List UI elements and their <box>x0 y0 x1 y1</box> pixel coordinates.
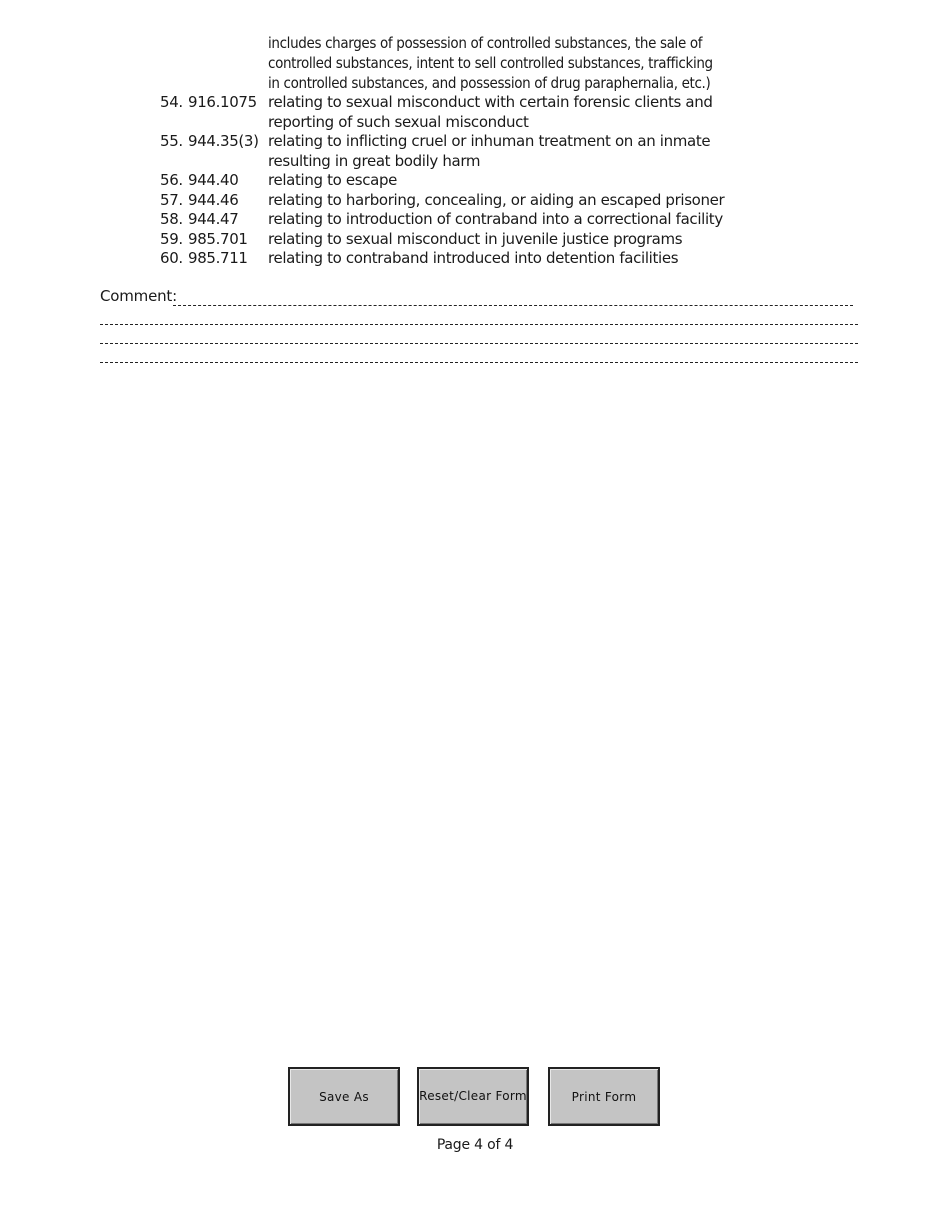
statute-code: 944.46 <box>188 191 239 209</box>
comment-line[interactable] <box>100 324 858 325</box>
statute-code: 944.35(3) <box>188 132 259 150</box>
item-number: 60. <box>160 249 183 267</box>
description-line: relating to introduction of contraband into a correctional facility <box>268 210 723 228</box>
statute-code: 944.40 <box>188 171 239 189</box>
print-form-button[interactable]: Print Form <box>548 1067 660 1126</box>
description-line: resulting in great bodily harm <box>268 152 481 170</box>
item-number: 56. <box>160 171 183 189</box>
description-line: relating to sexual misconduct in juvenile justice programs <box>268 230 683 248</box>
item-number: 55. <box>160 132 183 150</box>
item-description <box>268 209 723 229</box>
item-description <box>268 131 710 171</box>
description-line: relating to contraband introduced into detention facilities <box>268 249 679 267</box>
page-number: Page 4 of 4 <box>436 1137 514 1153</box>
comment-line[interactable] <box>173 305 853 306</box>
description-line: relating to inflicting cruel or inhuman treatment on an inmate <box>268 132 711 150</box>
comment-line[interactable] <box>100 343 858 344</box>
item-description <box>268 229 682 249</box>
item-number: 59. <box>160 230 183 248</box>
item-description <box>268 190 724 210</box>
item-description <box>268 170 397 190</box>
item-number: 54. <box>160 93 183 111</box>
statute-code: 985.711 <box>188 249 248 267</box>
continuation-line: includes charges of possession of controlled substances, the sale of <box>268 34 703 52</box>
description-line: relating to harboring, concealing, or aiding an escaped prisoner <box>268 191 725 209</box>
continuation-line: in controlled substances, and possession of drug paraphernalia, etc.) <box>268 74 711 92</box>
item-number: 57. <box>160 191 183 209</box>
statute-code: 944.47 <box>188 210 239 228</box>
save-as-button[interactable]: Save As <box>288 1067 400 1126</box>
description-line: relating to escape <box>268 171 398 189</box>
item-description <box>268 248 678 268</box>
continuation-line: controlled substances, intent to sell controlled substances, trafficking <box>268 54 713 72</box>
item-description <box>268 92 713 132</box>
item-continuation <box>268 33 788 93</box>
statute-code: 985.701 <box>188 230 248 248</box>
statute-code: 916.1075 <box>188 93 257 111</box>
reset-clear-form-button[interactable]: Reset/Clear Form <box>417 1067 529 1126</box>
item-number: 58. <box>160 210 183 228</box>
comment-section <box>100 286 870 306</box>
comment-label: Comment: <box>100 287 177 305</box>
comment-line[interactable] <box>100 362 858 363</box>
description-line: relating to sexual misconduct with certain forensic clients and <box>268 93 713 111</box>
description-line: reporting of such sexual misconduct <box>268 113 529 131</box>
